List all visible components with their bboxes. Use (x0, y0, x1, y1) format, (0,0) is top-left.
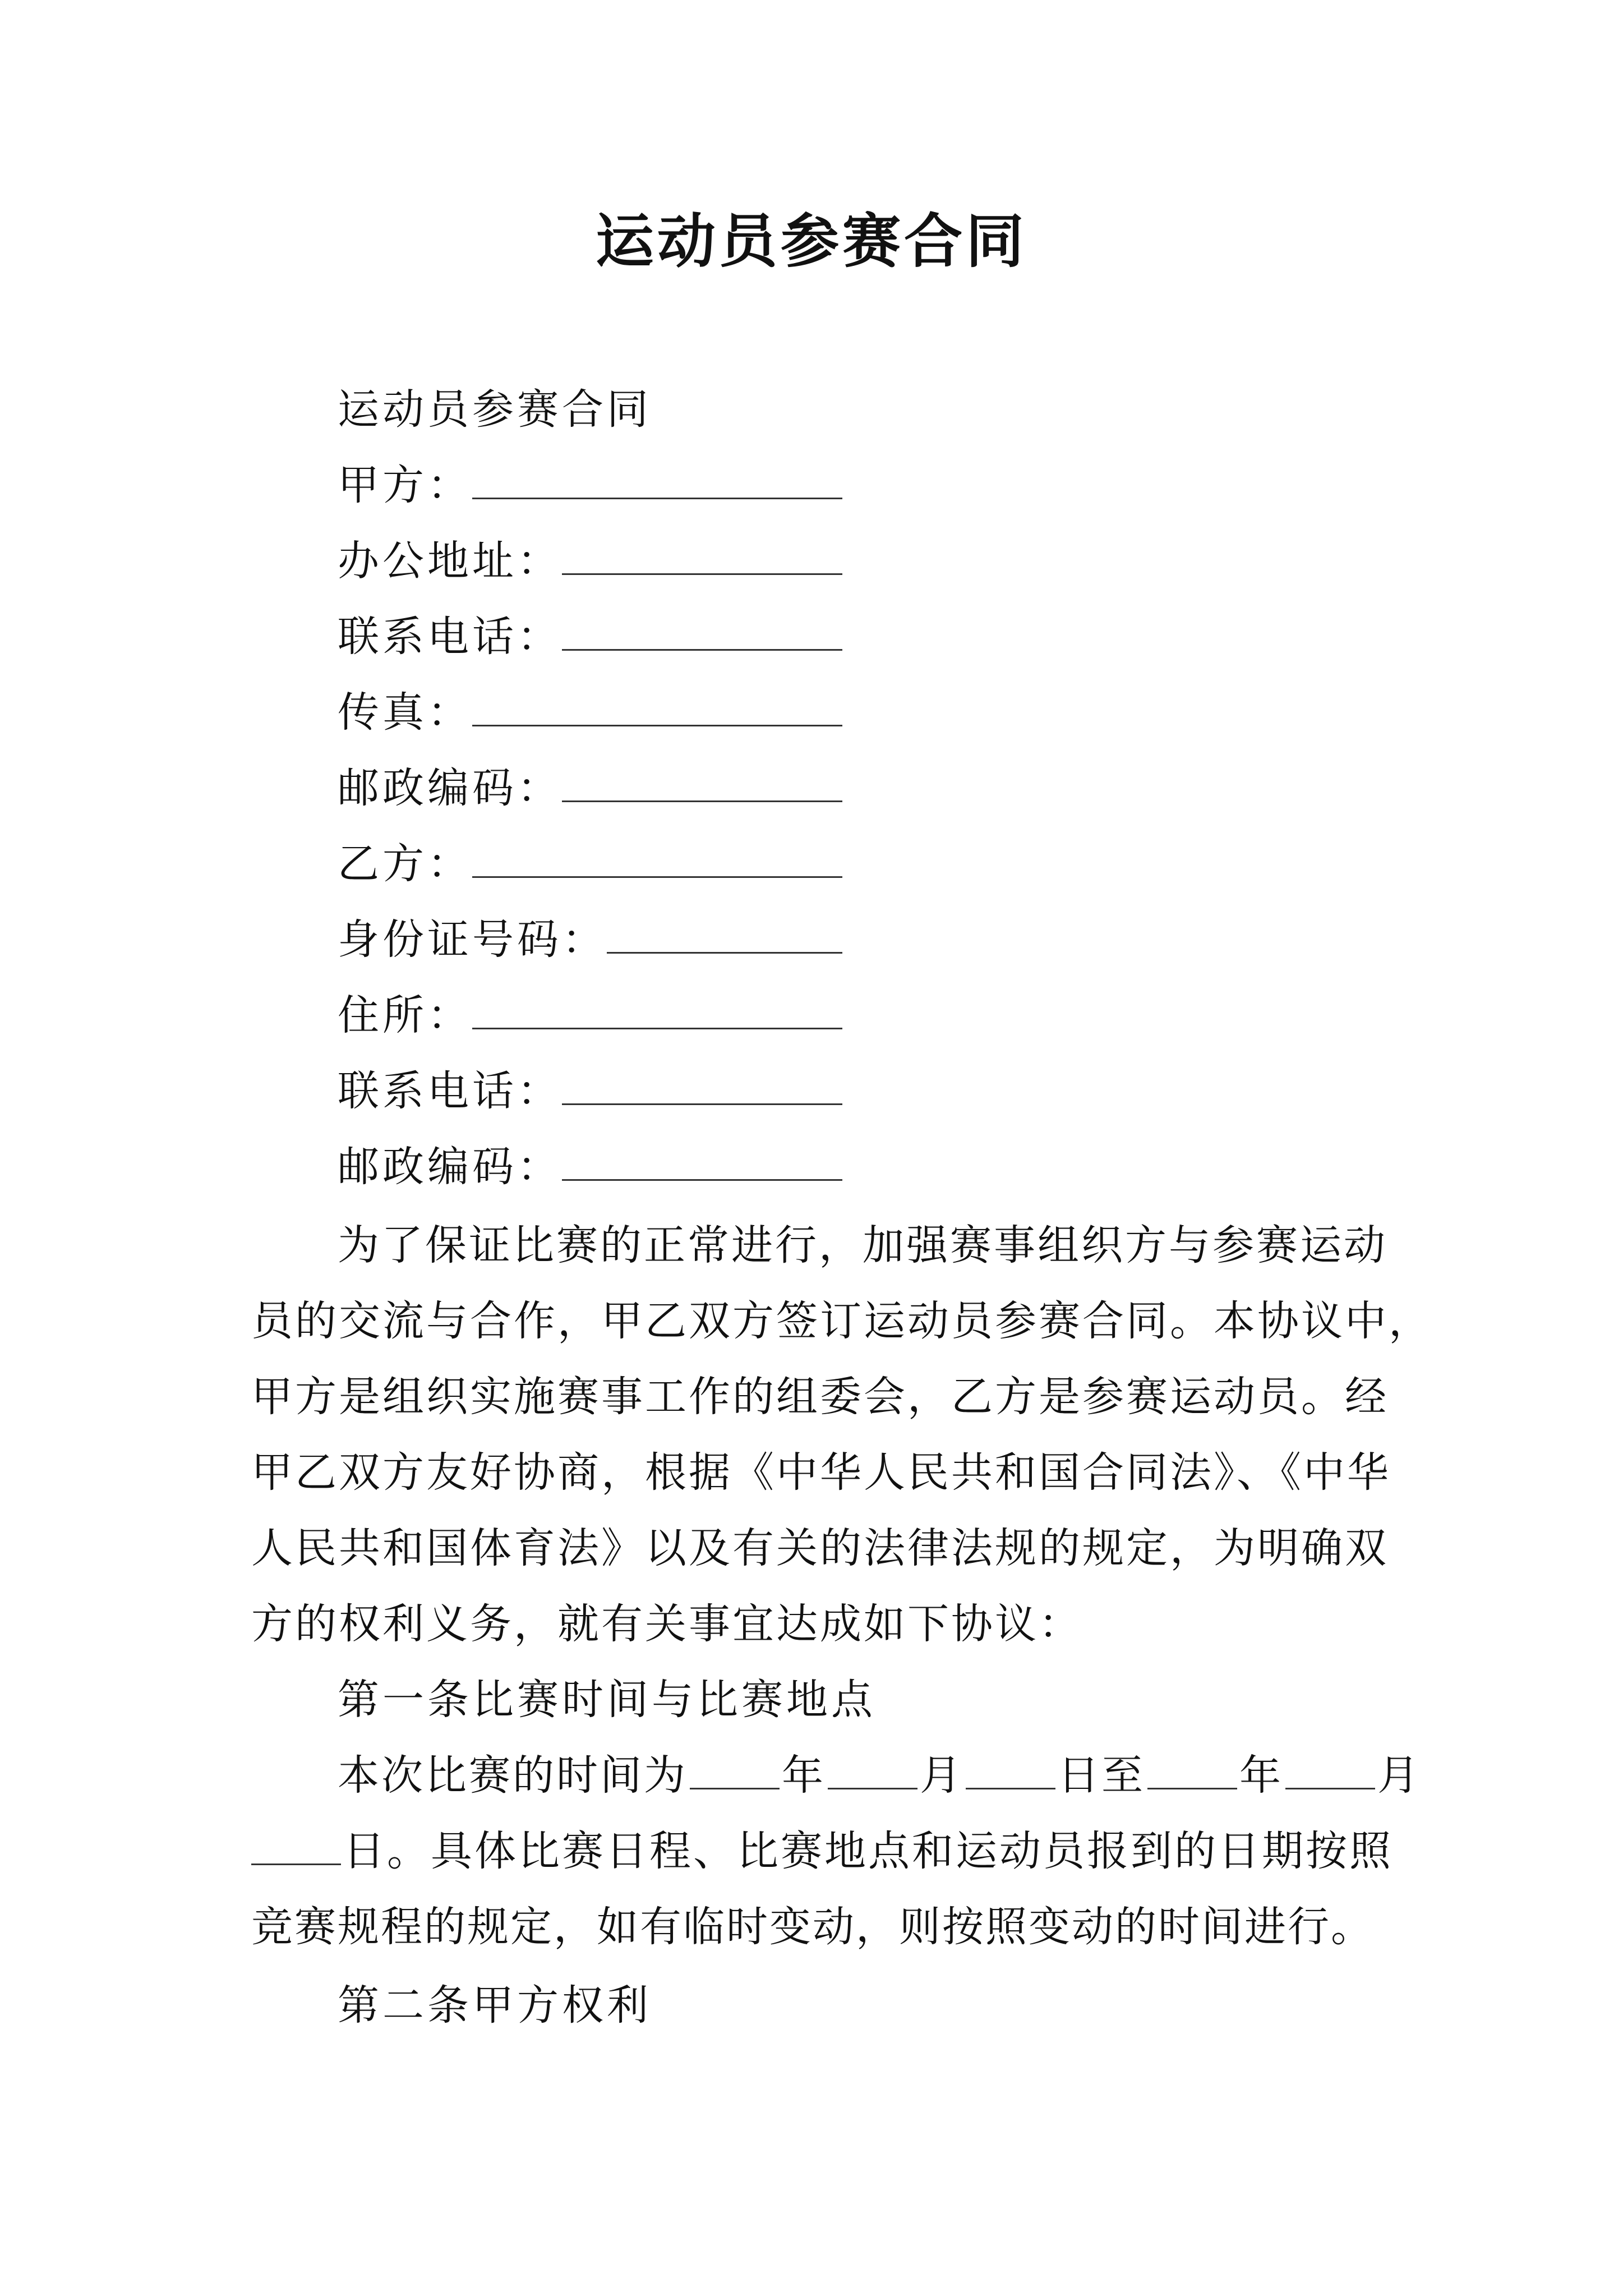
field-blank[interactable] (472, 458, 842, 499)
article-1-heading: 第一条比赛时间与比赛地点 (338, 1676, 876, 1724)
article-1-date-line (338, 1747, 1421, 1803)
month-label: 月 (1377, 1751, 1421, 1800)
field-phone-b (338, 1063, 842, 1119)
field-label: 传真： (338, 688, 472, 737)
document-subtitle: 运动员参赛合同 (338, 385, 652, 434)
intro-line: 人民共和国体育法》以及有关的法律法规的规定，为明确双 (251, 1524, 1389, 1572)
field-label: 乙方： (338, 840, 472, 888)
field-blank[interactable] (562, 1140, 842, 1181)
field-label: 邮政编码： (338, 1143, 562, 1191)
field-residence (338, 987, 842, 1043)
day-to-label: 日至 (1058, 1751, 1145, 1800)
year-label: 年 (782, 1751, 826, 1800)
day-blank[interactable] (966, 1749, 1055, 1789)
field-blank[interactable] (472, 685, 842, 726)
field-label: 联系电话： (338, 613, 562, 661)
day-blank[interactable] (251, 1824, 341, 1865)
field-blank[interactable] (562, 534, 842, 575)
article-1-line-2-text: 日。具体比赛日程、比赛地点和运动员报到的日期按照 (343, 1827, 1393, 1875)
field-blank[interactable] (607, 913, 842, 954)
field-label: 办公地址： (338, 537, 562, 585)
intro-line: 甲方是组织实施赛事工作的组委会，乙方是参赛运动员。经 (251, 1373, 1389, 1421)
year-label: 年 (1239, 1751, 1283, 1800)
intro-line: 员的交流与合作，甲乙双方签订运动员参赛合同。本协议中， (251, 1297, 1432, 1345)
month-label: 月 (920, 1751, 963, 1800)
article-1-line-2 (251, 1823, 1393, 1879)
field-blank[interactable] (472, 988, 842, 1029)
article-1-prefix: 本次比赛的时间为 (338, 1751, 688, 1800)
field-postcode-b (338, 1139, 842, 1195)
field-label: 联系电话： (338, 1067, 562, 1115)
field-label: 邮政编码： (338, 764, 562, 812)
field-label: 住所： (338, 991, 472, 1039)
field-postcode-a (338, 760, 842, 816)
field-label: 甲方： (338, 461, 472, 509)
field-blank[interactable] (562, 610, 842, 651)
field-blank[interactable] (562, 761, 842, 802)
field-id-number (338, 912, 842, 968)
intro-line: 甲乙双方友好协商，根据《中华人民共和国合同法》、《中华 (251, 1448, 1391, 1497)
field-blank[interactable] (562, 1064, 842, 1105)
field-office-address (338, 533, 842, 589)
month-blank[interactable] (828, 1749, 917, 1789)
article-2-heading: 第二条甲方权利 (338, 1981, 652, 2030)
field-blank[interactable] (472, 837, 842, 878)
field-party-b (338, 836, 842, 892)
document-title: 运动员参赛合同 (595, 206, 1027, 275)
field-phone-a (338, 609, 842, 665)
intro-line: 方的权利义务，就有关事宜达成如下协议： (251, 1600, 1082, 1648)
year-blank[interactable] (1147, 1749, 1237, 1789)
year-blank[interactable] (690, 1749, 780, 1789)
field-party-a (338, 457, 842, 513)
field-fax (338, 684, 842, 740)
field-label: 身份证号码： (338, 915, 607, 964)
month-blank[interactable] (1285, 1749, 1375, 1789)
article-1-line-3: 竞赛规程的规定，如有临时变动，则按照变动的时间进行。 (251, 1903, 1374, 1951)
intro-line: 为了保证比赛的正常进行，加强赛事组织方与参赛运动 (338, 1221, 1387, 1269)
